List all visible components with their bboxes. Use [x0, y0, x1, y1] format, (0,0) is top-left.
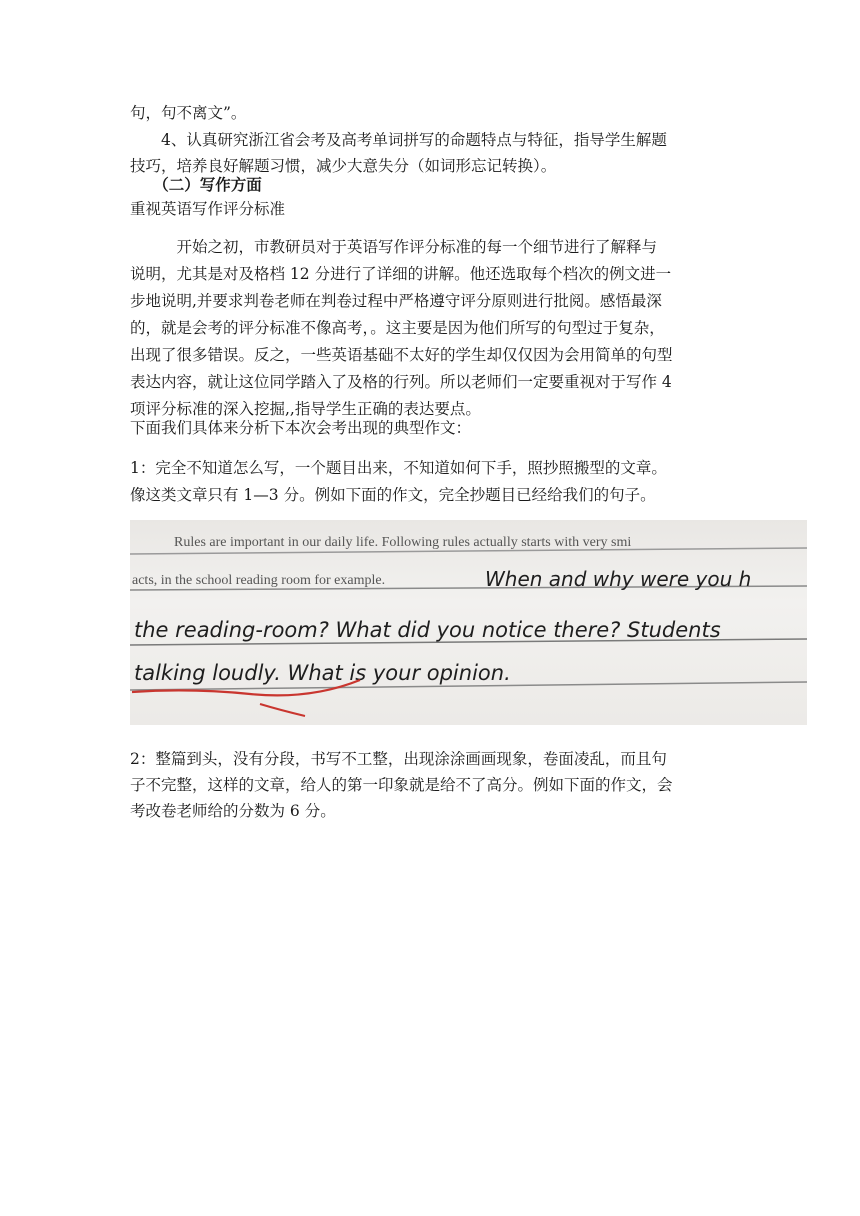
paragraph-line: 说明，尤其是对及格档 12 分进行了详细的讲解。他还选取每个档次的例文进一: [130, 265, 672, 283]
subheading: 重视英语写作评分标准: [130, 200, 286, 218]
handwritten-line-1: When and why were you h: [485, 567, 752, 591]
paragraph-line: 句，句不离文”。: [130, 104, 247, 122]
handwriting-sample-image: [130, 520, 807, 725]
section-heading: （二）写作方面: [130, 175, 262, 194]
paragraph-line: 项评分标准的深入挖掘,,指导学生正确的表达要点。: [130, 400, 481, 418]
paragraph-line: 4、认真研究浙江省会考及高考单词拼写的命题特点与特征，指导学生解题: [130, 131, 667, 149]
paragraph-line: 的，就是会考的评分标准不像高考，。这主要是因为他们所写的句型过于复杂，: [130, 319, 665, 337]
printed-prompt-line-1: Rules are important in our daily life. Following rules actually starts with very smi: [174, 535, 632, 550]
paragraph-line: 1：完全不知道怎么写，一个题目出来，不知道如何下手，照抄照搬型的文章。: [130, 459, 667, 477]
paragraph-line: 步地说明,并要求判卷老师在判卷过程中严格遵守评分原则进行批阅。感悟最深: [130, 292, 662, 310]
paragraph-line: 出现了很多错误。反之，一些英语基础不太好的学生却仅仅因为会用简单的句型: [130, 346, 673, 364]
paragraph-line: 下面我们具体来分析下本次会考出现的典型作文：: [130, 419, 472, 437]
paragraph-line: 考改卷老师给的分数为 6 分。: [130, 802, 336, 820]
red-mark: [260, 704, 305, 716]
paragraph-line: 开始之初，市教研员对于英语写作评分标准的每一个细节进行了解释与: [130, 238, 658, 256]
paragraph-line: 子不完整，这样的文章，给人的第一印象就是给不了高分。例如下面的作文，会: [130, 776, 673, 794]
paragraph-line: 像这类文章只有 1—3 分。例如下面的作文，完全抄题目已经给我们的句子。: [130, 486, 656, 504]
paragraph-line: 表达内容，就让这位同学踏入了及格的行列。所以老师们一定要重视对于写作 4: [130, 373, 672, 391]
printed-prompt-line-2: acts, in the school reading room for example.: [132, 573, 386, 588]
paragraph-line: 技巧，培养良好解题习惯，减少大意失分（如词形忘记转换）。: [130, 157, 557, 175]
handwritten-line-3: talking loudly. What is your opinion.: [134, 661, 511, 685]
handwritten-line-2: the reading-room? What did you notice there? Students: [134, 618, 721, 642]
paragraph-line: 2：整篇到头，没有分段，书写不工整，出现涂涂画画现象，卷面凌乱，而且句: [130, 750, 667, 768]
